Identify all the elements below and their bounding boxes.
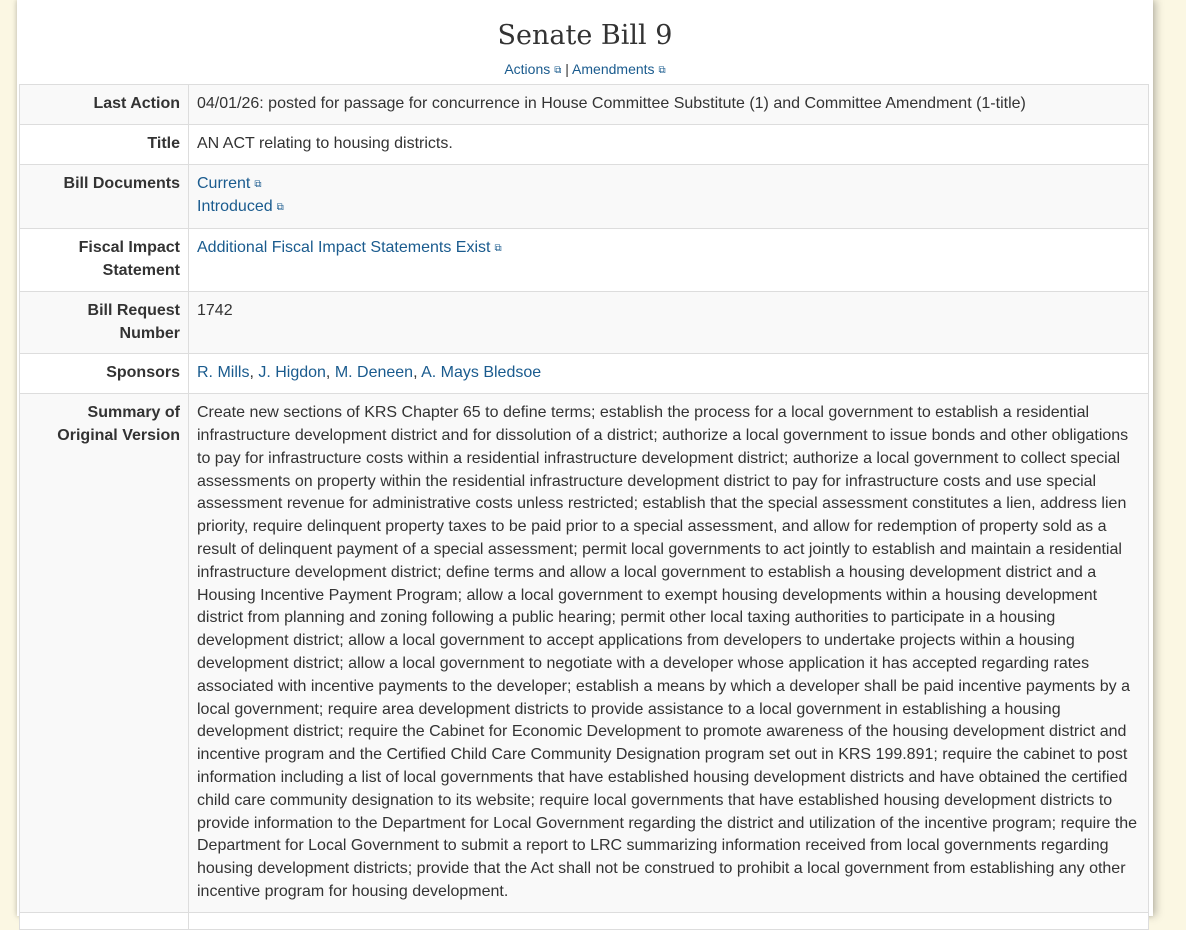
amendments-link-label: Amendments	[572, 61, 655, 77]
table-row	[20, 164, 1149, 229]
bill-documents-label: Bill Documents	[20, 164, 189, 229]
table-row	[20, 229, 1149, 292]
bill-page	[17, 0, 1153, 916]
table-row	[20, 354, 1149, 394]
current-document-label: Current	[197, 174, 251, 192]
external-link-icon: ⧉	[254, 178, 262, 190]
title-value: AN ACT relating to housing districts.	[189, 124, 1149, 164]
fiscal-impact-link[interactable]	[197, 239, 502, 256]
bill-request-value: 1742	[189, 291, 1149, 354]
page-title: Senate Bill 9	[497, 20, 673, 51]
table-row	[20, 85, 1149, 125]
fiscal-impact-label: Fiscal Impact Statement	[20, 229, 189, 292]
external-link-icon: ⧉	[658, 65, 666, 76]
sponsor-link[interactable]: A. Mays Bledsoe	[421, 364, 542, 382]
external-link-icon: ⧉	[494, 243, 502, 255]
title-label: Title	[20, 124, 189, 164]
current-document-link[interactable]	[197, 173, 1140, 197]
sponsor-separator: ,	[249, 364, 259, 382]
table-row	[20, 124, 1149, 164]
bill-documents-value	[189, 164, 1149, 229]
nav-separator: |	[565, 61, 569, 77]
external-link-icon: ⧉	[554, 65, 562, 76]
introduced-document-link[interactable]	[197, 196, 1140, 220]
summary-label: Summary of Original Version	[20, 394, 189, 913]
last-action-value: 04/01/26: posted for passage for concurrence in House Committee Substitute (1) and Committee Amendment (1-title)	[189, 85, 1149, 125]
bill-subnav	[17, 60, 1153, 80]
actions-link[interactable]	[504, 61, 561, 77]
external-link-icon: ⧉	[276, 202, 284, 214]
next-row-value	[189, 912, 1149, 929]
amendments-link[interactable]	[572, 61, 666, 77]
sponsor-link[interactable]: M. Deneen	[334, 364, 414, 382]
summary-value: Create new sections of KRS Chapter 65 to define terms; establish the process for a local government to establish a residential infrastructure development district and for dissolution of a district; authorize a local government to issue bonds and other obligations to pay for infrastructure costs within a residential infrastructure development district; authorize a local government to collect special assessments on property within the residential infrastructure development district to pay for infrastructure costs and use special assessment revenue for administrative costs unless restricted; establish that the special assessment constitutes a lien, address lien priority, require delinquent property taxes to be paid prior to a special assessment, and allow for redemption of property sold as a result of delinquent payment of a special assessment; permit local governments to act jointly to establish and maintain a residential infrastructure development district; define terms and allow a local government to establish a housing development district and a Housing Incentive Payment Program; allow a local government to exempt housing developments within a housing development district from planning and zoning following a public hearing; permit other local taxing authorities to participate in a housing development district; allow a local government to accept applications from developers to undertake projects within a housing development district; allow a local government to negotiate with a developer whose application it has accepted regarding rates associated with incentive payments to the developer; establish a means by which a developer shall be paid incentive payments by a local government; require area development districts to provide assistance to a local government in establishing a housing development district; require the Cabinet for Economic Development to promote awareness of the housing development district and incentive program and the Certified Child Care Community Designation program set out in KRS 199.891; require the cabinet to post information including a list of local governments that have established housing development districts and have obtained the certified child care community designation to its website; require local governments that have established housing development districts to provide information to the Department for Local Government regarding the district and utilization of the incentive program; require the Department for Local Government to submit a report to LRC summarizing information received from local governments regarding housing development districts; provide that the Act shall not be construed to prohibit a local government from establishing any other incentive program for housing development.	[189, 394, 1149, 913]
table-row	[20, 394, 1149, 913]
actions-link-label: Actions	[504, 61, 551, 77]
fiscal-impact-value	[189, 229, 1149, 292]
bill-request-label: Bill Request Number	[20, 291, 189, 354]
sponsor-link[interactable]: J. Higdon	[258, 364, 326, 382]
introduced-document-label: Introduced	[197, 198, 273, 216]
sponsors-label: Sponsors	[20, 354, 189, 394]
sponsors-value	[189, 354, 1149, 394]
fiscal-impact-link-label: Additional Fiscal Impact Statements Exist	[197, 239, 491, 257]
sponsor-separator: ,	[325, 364, 335, 382]
table-row	[20, 291, 1149, 354]
last-action-label: Last Action	[20, 85, 189, 125]
table-row	[20, 912, 1149, 929]
next-row-label	[20, 912, 189, 929]
sponsor-link[interactable]: R. Mills	[197, 364, 250, 382]
bill-details-table	[19, 84, 1149, 930]
sponsor-separator: ,	[413, 364, 422, 382]
